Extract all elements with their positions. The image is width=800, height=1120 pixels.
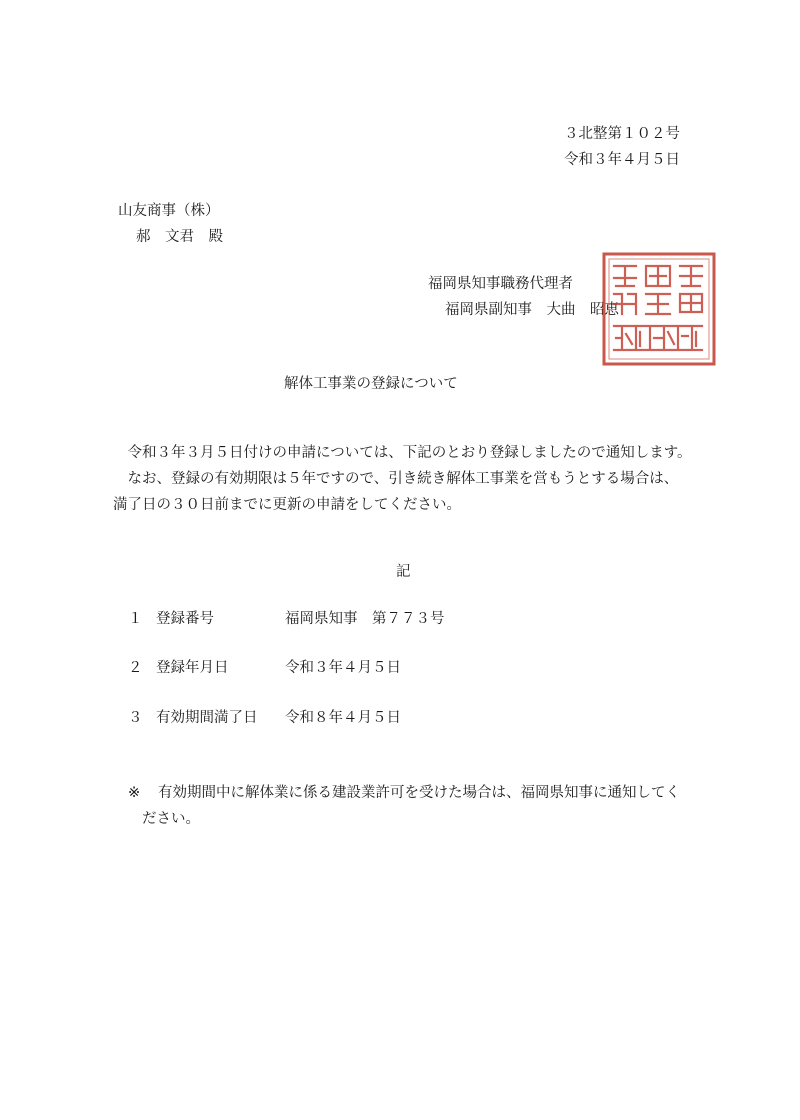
official-seal [600,250,718,368]
subject-title: 解体工事業の登録について [284,376,458,392]
ki-heading: 記 [396,564,411,580]
document-date: 令和３年４月５日 [564,152,680,168]
sender-name: 福岡県副知事 大曲 昭恵 [445,302,619,318]
body-line: なお、登録の有効期限は５年ですので、引き続き解体工事業を営もうとする場合は、 [113,471,679,487]
item-number: ３ [128,710,143,726]
note-line: ださい。 [142,811,200,827]
item-value: 福岡県知事 第７７３号 [285,611,445,627]
note-mark: ※ [128,785,141,801]
item-number: ２ [128,660,143,676]
item-label: 有効期間満了日 [156,710,258,726]
document-number: ３北整第１０２号 [564,126,680,142]
addressee-company: 山友商事（株） [118,203,220,219]
note-line: 有効期間中に解体業に係る建設業許可を受けた場合は、福岡県知事に通知してく [158,785,680,801]
item-label: 登録番号 [156,611,214,627]
item-value: 令和８年４月５日 [285,710,401,726]
item-number: １ [128,611,143,627]
item-label: 登録年月日 [156,660,229,676]
body-paragraph [113,440,713,518]
addressee-person: 郝 文君 殿 [136,229,223,245]
body-line: 満了日の３０日前までに更新の申請をしてください。 [113,497,461,513]
item-value: 令和３年４月５日 [285,660,401,676]
sender-title: 福岡県知事職務代理者 [428,276,573,292]
body-line: 令和３年３月５日付けの申請については、下記のとおり登録しましたので通知します。 [113,445,692,461]
